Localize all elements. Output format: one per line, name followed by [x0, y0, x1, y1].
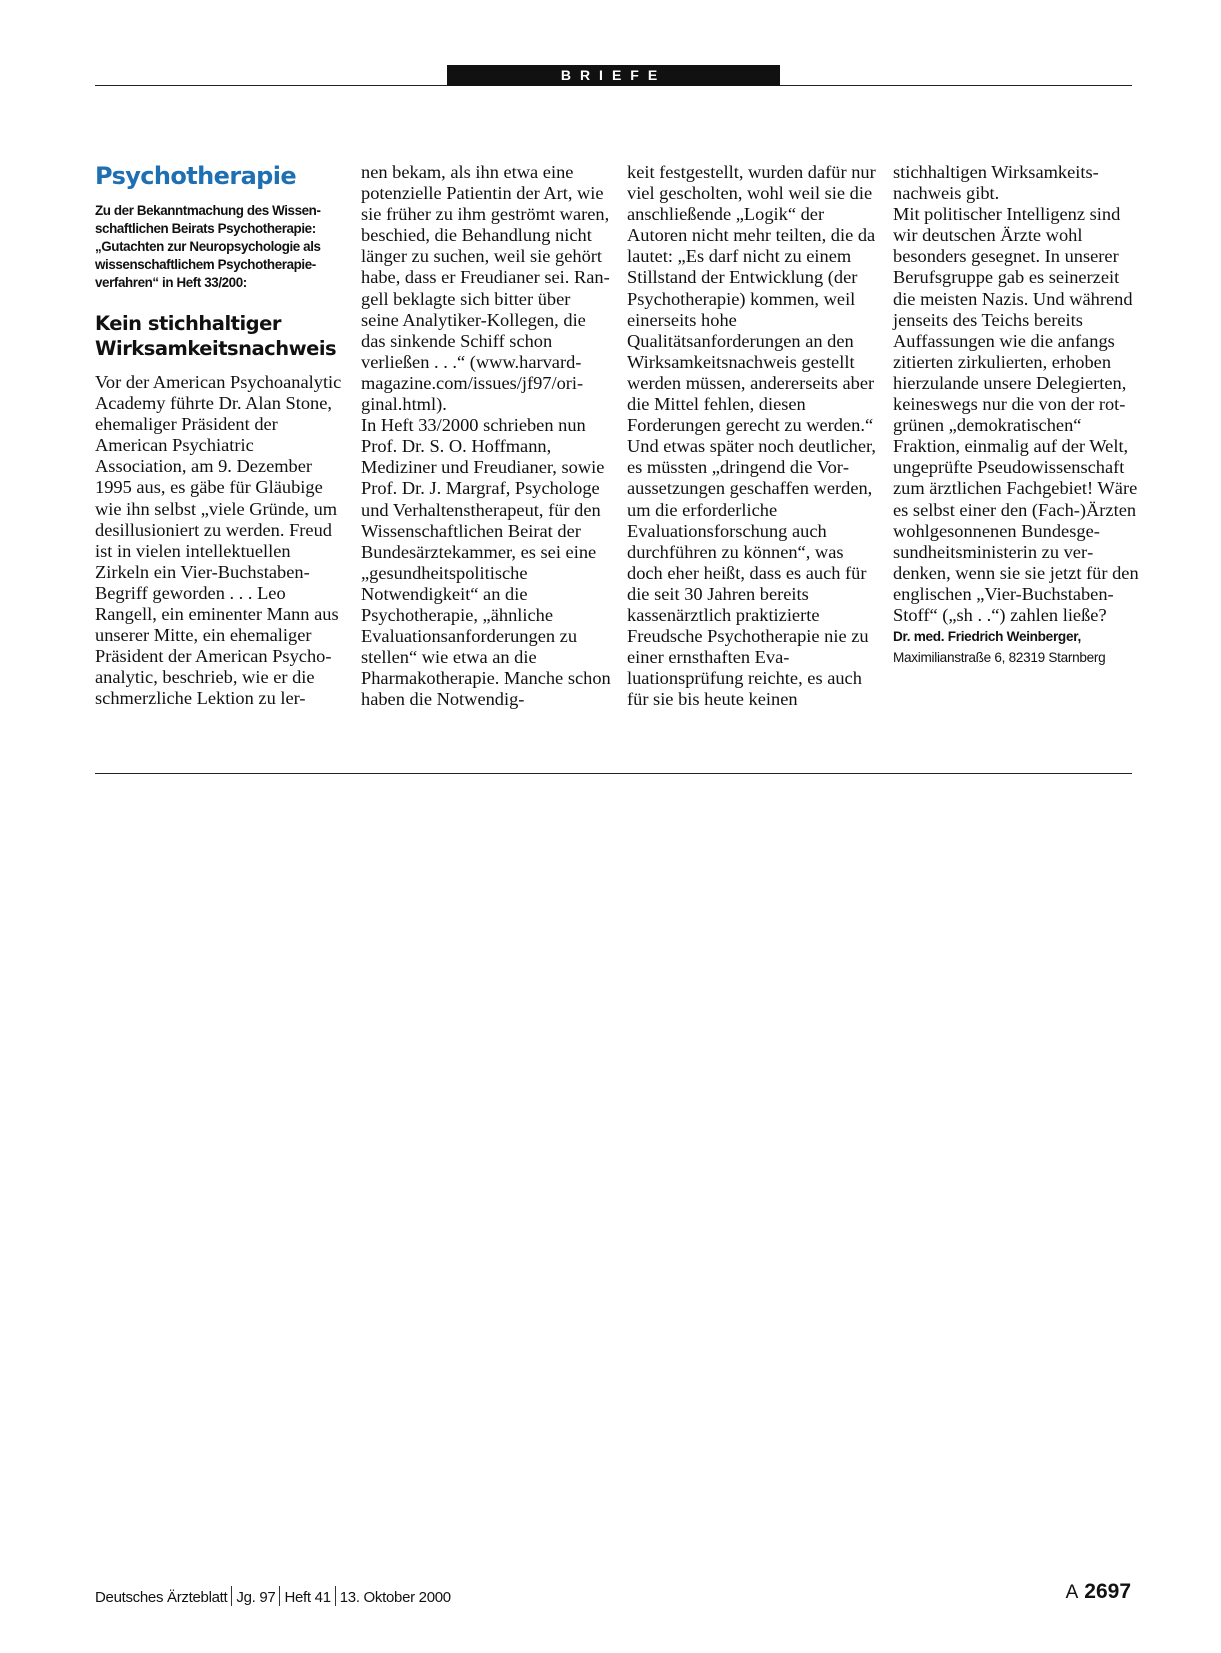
article-end-rule: [95, 773, 1132, 774]
journal-date: 13. Oktober 2000: [339, 1589, 451, 1606]
column-2: [361, 162, 611, 710]
footer-divider: [279, 1586, 280, 1606]
journal-volume: Jg. 97: [236, 1589, 276, 1606]
body-text: stichhaltigen Wirksamkeitsnachweis gibt.: [893, 162, 1099, 204]
signature-address: Maximilianstraße 6, 82319 Starnberg: [893, 650, 1106, 666]
footer-divider: [335, 1586, 336, 1606]
page-number: [1066, 1580, 1131, 1604]
page-number-value: 2697: [1084, 1580, 1131, 1603]
footer-divider: [231, 1586, 232, 1606]
article-heading: Kein stichhaltiger Wirksamkeitsnachweis: [95, 312, 337, 360]
journal-name: Deutsches Ärzteblatt: [95, 1589, 228, 1606]
section-label: BRIEFE: [447, 65, 780, 86]
footer: [95, 1586, 451, 1606]
journal-issue: Heft 41: [284, 1589, 331, 1606]
body-text: Vor der American Psychoanalytic Academy führte Dr. Alan Stone, ehemaliger Präsident der American Psychiatric Association, am 9. Dezember 1995 aus, es gäbe für Gläubige wie ihn selbst „viele Gründe, um desillusioniert zu werden. Freud ist in vielen intellektuellen Zirkeln ein Vier-Buchstaben-Begriff geworden . . . Leo Rangell, ein eminenter Mann aus unserer Mitte, ein ehemaliger Präsident der American Psychoanalytic, beschrieb, wie er die schmerzliche Lektion zu ler-: [95, 372, 342, 709]
signature: [893, 626, 1143, 668]
column-4: [893, 162, 1143, 668]
body-text: Mit politischer Intelligenz sind wir deutschen Ärzte wohl besonders gesegnet. In unserer Berufsgruppe gab es seinerzeit die meisten Nazis. Und während jenseits des Teichs bereits Auffassungen wie die anfangs zitierten zirkulierten, erhoben hierzulande unsere Delegierten, keineswegs nur die von der rotgrünen „demokratischen“ Fraktion, einmalig auf der Welt, ungeprüfte Pseudowissenschaft zum ärztlichen Fachgebiet! Wäre es selbst einer den (Fach-)Ärzten wohlgesonnenen Bundesgesundheitsministerin zu verdenken, wenn sie sie jetzt für den englischen „Vier-Buchstaben-Stoff“ („sh . .“) zahlen ließe?: [893, 204, 1139, 625]
body-text: nen bekam, als ihn etwa eine potenzielle Patientin der Art, wie sie früher zu ihm geströmt waren, beschied, die Behandlung nicht länger zu suchen, weil sie gehört habe, dass er Freudianer sei. Rangell beklagte sich bitter über seine Analytiker-Kollegen, die das sinkende Schiff schon verließen . . .“ (www.harvard-magazine.com/issues/jf97/original.html).: [361, 162, 610, 415]
article-intro: Zu der Bekanntmachung des Wissenschaftlichen Beirats Psychotherapie: „Gutachten zur Neuropsychologie als wissenschaftlichem Psychotherapieverfahren“ in Heft 33/200:: [95, 203, 321, 290]
column-3: [627, 162, 877, 710]
body-text: In Heft 33/2000 schrieben nun Prof. Dr. S. O. Hoffmann, Mediziner und Freudianer, sowie Prof. Dr. J. Margraf, Psychologe und Verhaltenstherapeut, für den Wissenschaftlichen Beirat der Bundesärztekammer, es sei eine „gesundheitspolitische Notwendigkeit“ an die Psychotherapie, „ähnliche Evaluationsanforderungen zu stellen“ wie etwa an die Pharmakotherapie. Manche schon haben die Notwendig-: [361, 415, 611, 710]
body-text: keit festgestellt, wurden dafür nur viel gescholten, wohl weil sie die anschließende „Logik“ der Autoren nicht mehr teilten, die da lautet: „Es darf nicht zu einem Stillstand der Entwicklung (der Psychotherapie) kommen, weil einerseits hohe Qualitätsanforderungen an den Wirksamkeitsnachweis gestellt werden müssen, andererseits aber die Mittel fehlen, diesen Forderungen gerecht zu werden.“ Und etwas später noch deutlicher, es müssten „dringend die Voraussetzungen geschaffen werden, um die erforderliche Evaluationsforschung auch durchführen zu können“, was doch eher heißt, dass es auch für die seit 30 Jahren bereits kassenärztlich praktizierte Freudsche Psychotherapie nie zu einer ernsthaften Evaluationsprüfung reichte, es auch für sie bis heute keinen: [627, 162, 876, 710]
section-title: Psychotherapie: [95, 162, 297, 190]
page-prefix: A: [1065, 1582, 1079, 1603]
signature-author: Dr. med. Friedrich Weinberger,: [893, 629, 1081, 645]
column-1: [95, 162, 345, 710]
